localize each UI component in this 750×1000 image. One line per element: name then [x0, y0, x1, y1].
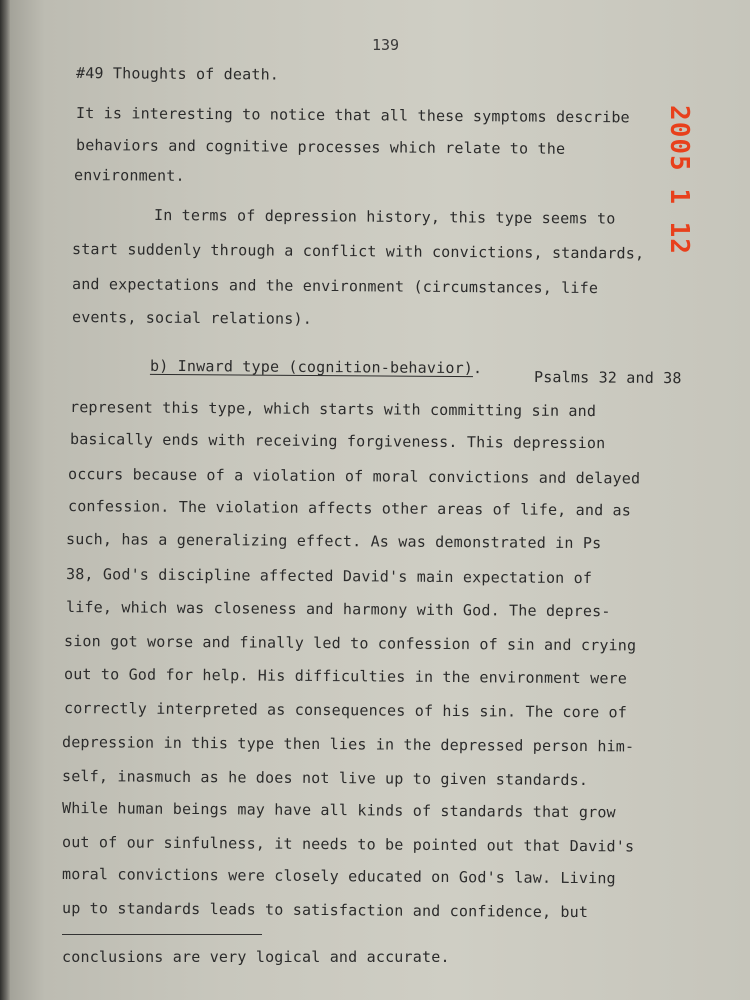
section-heading	[150, 357, 482, 377]
text-line: environment.	[73, 166, 185, 185]
page-binding-shadow	[0, 0, 10, 1000]
text-line: up to standards leads to satisfaction and confidence, but	[61, 899, 589, 922]
text-line: events, social relations).	[71, 308, 313, 328]
text-line: self, inasmuch as he does not live up to given standards.	[61, 767, 589, 790]
text-line: sion got worse and finally led to confession of sin and crying	[63, 632, 637, 655]
text-line: basically ends with receiving forgiveness. This depression	[69, 430, 606, 453]
text-line: confession. The violation affects other areas of life, and as	[67, 497, 632, 520]
section-heading-title: b) Inward type (cognition-behavior)	[149, 356, 474, 378]
text-line: represent this type, which starts with committing sin and	[69, 398, 597, 421]
text-line: start suddenly through a conflict with convictions, standards,	[71, 240, 645, 263]
text-line: Psalms 32 and 38	[533, 368, 682, 388]
text-line: out of our sinfulness, it needs to be pointed out that David's	[61, 833, 635, 856]
text-line: behaviors and cognitive processes which relate to the	[75, 136, 566, 158]
text-line: #49 Thoughts of death.	[75, 64, 280, 84]
text-line: life, which was closeness and harmony with God. The depres-	[65, 598, 611, 621]
text-line: In terms of depression history, this type seems to	[153, 206, 616, 228]
footnote-text: conclusions are very logical and accurate.	[62, 948, 450, 966]
text-line: out to God for help. His difficulties in the environment were	[63, 665, 628, 688]
text-line: such, has a generalizing effect. As was demonstrated in Ps	[65, 530, 602, 553]
footnote-divider	[62, 934, 262, 935]
text-line: occurs because of a violation of moral convictions and delayed	[67, 465, 641, 488]
section-heading-period: .	[473, 359, 483, 378]
text-line: and expectations and the environment (circumstances, life	[71, 275, 599, 298]
text-line: depression in this type then lies in the depressed person him-	[61, 733, 635, 756]
page-number: 139	[372, 36, 400, 54]
text-line: It is interesting to notice that all these symptoms describe	[75, 104, 630, 127]
text-line: While human beings may have all kinds of standards that grow	[61, 799, 616, 822]
date-stamp-text: 2005 1 12	[664, 105, 695, 255]
text-line: correctly interpreted as consequences of his sin. The core of	[63, 699, 628, 722]
camera-date-stamp	[662, 100, 696, 260]
text-line: moral convictions were closely educated on God's law. Living	[61, 865, 616, 888]
text-line: 38, God's discipline affected David's main expectation of	[65, 565, 593, 588]
